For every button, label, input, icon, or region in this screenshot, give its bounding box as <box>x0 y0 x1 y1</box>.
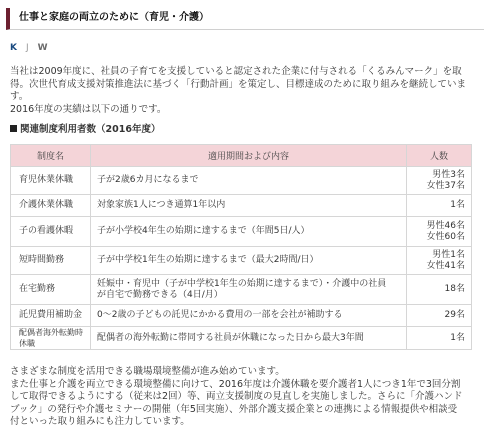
subheading-text: 関連制度利用者数（2016年度） <box>20 124 161 135</box>
header-count: 人数 <box>407 145 472 167</box>
count-line: 1名 <box>450 332 465 343</box>
row-content <box>91 305 407 327</box>
row-count <box>407 305 472 327</box>
content-line: 0～2歳の子どもの託児にかかる費用の一部を会社が補助する <box>97 310 343 320</box>
row-name: 子の看護休暇 <box>11 217 91 247</box>
intro-line: 当社は2009年度に、社員の子育てを支援していると認定された企業に付与される「くるみんマーク」を取 <box>10 66 462 77</box>
row-count <box>407 275 472 305</box>
table-subheading <box>10 124 160 136</box>
intro-line: 2016年度の実績は以下の通りです。 <box>10 103 167 115</box>
count-line: 29名 <box>444 310 465 320</box>
row-count <box>407 217 472 247</box>
count-line: 1名 <box>450 200 465 210</box>
intro-line: 得。次世代育成支援対策推進法に基づく「行動計画」を策定し、目標達成のために取り組みを継続していま <box>10 78 467 90</box>
content-line: が自宅で勤務できる（4日/月） <box>97 289 223 300</box>
header-period-content: 適用期間および内容 <box>91 145 407 167</box>
row-name: 在宅勤務 <box>11 275 91 305</box>
table-header-row <box>11 145 472 167</box>
content-line: 妊娠中・育児中（子が中学校1年生の始期に達するまで）・介護中の社員 <box>97 278 387 289</box>
outro-line: さまざまな制度を活用できる職場環境整備が進み始めています。 <box>10 366 285 377</box>
intro-line: す。 <box>10 91 29 102</box>
share-k-link[interactable]: K <box>10 43 17 53</box>
row-content <box>91 327 407 350</box>
table-row <box>11 217 472 247</box>
row-count <box>407 195 472 217</box>
content-line: 対象家族1人につき通算1年以内 <box>97 200 226 210</box>
row-content <box>91 217 407 247</box>
system-usage-table <box>10 144 472 350</box>
table-row <box>11 247 472 275</box>
row-content <box>91 195 407 217</box>
table-row <box>11 167 472 195</box>
closing-paragraph <box>10 366 482 429</box>
outro-line: ブック」の発行や介護セミナーの開催（年5回実施）、外部介護支援企業との連携による情報提供や相談受 <box>10 403 458 415</box>
row-count <box>407 327 472 350</box>
row-name: 育児休業休職 <box>11 167 91 195</box>
count-line: 18名 <box>444 284 465 294</box>
row-name: 短時間勤務 <box>11 247 91 275</box>
table-row <box>11 275 472 305</box>
row-name: 介護休業休職 <box>11 195 91 217</box>
outro-line: 付といった取り組みにも注力しています。 <box>10 416 190 427</box>
content-line: 子が小学校4年生の始期に達するまで（年間5日/人） <box>97 226 310 236</box>
row-count <box>407 247 472 275</box>
table-row <box>11 327 472 350</box>
count-line: 男性3名 <box>432 169 465 180</box>
outro-line: また仕事と介護を両立できる環境整備に向けて、2016年度は介護休職を要介護者1人につき1年で3回分割 <box>10 378 461 390</box>
row-content <box>91 275 407 305</box>
table-row <box>11 195 472 217</box>
content-line: 子が中学校1年生の始期に達するまで（最大2時間/日） <box>97 255 319 265</box>
table-row <box>11 305 472 327</box>
content-line: 配偶者の海外転勤に帯同する社員が休職になった日から最大3年間 <box>97 332 364 343</box>
share-j-link[interactable]: J <box>25 43 29 53</box>
count-line: 女性41名 <box>426 260 465 271</box>
row-content <box>91 247 407 275</box>
row-name: 託児費用補助金 <box>11 305 91 327</box>
intro-paragraph <box>10 66 480 116</box>
count-line: 女性60名 <box>426 231 465 242</box>
section-heading: 仕事と家庭の両立のために（育児・介護） <box>6 8 484 30</box>
row-content <box>91 167 407 195</box>
row-name: 配偶者海外転勤時休職 <box>11 327 91 350</box>
count-line: 男性46名 <box>426 220 465 231</box>
header-system-name: 制度名 <box>11 145 91 167</box>
count-line: 女性37名 <box>426 180 465 191</box>
count-line: 男性1名 <box>432 249 465 260</box>
row-count <box>407 167 472 195</box>
share-links <box>10 42 48 54</box>
square-bullet-icon <box>10 125 17 132</box>
content-line: 子が2歳6カ月になるまで <box>97 175 199 185</box>
outro-line: して取得できるようにする（従来は2回）等、両立支援制度の見直しを実施しました。さらに「介護ハンド <box>10 391 463 402</box>
share-w-link[interactable]: W <box>37 43 48 53</box>
